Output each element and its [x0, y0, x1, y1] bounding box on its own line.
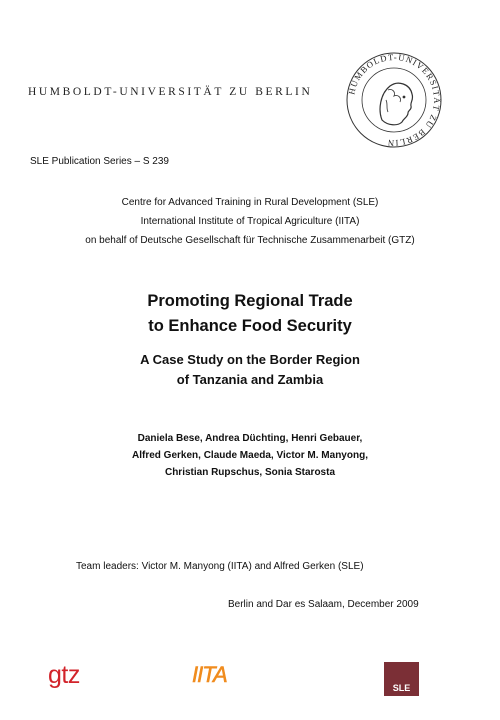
sle-logo	[384, 662, 419, 696]
team-leaders: Team leaders: Victor M. Manyong (IITA) and Alfred Gerken (SLE)	[76, 561, 364, 572]
subtitle-line: of Tanzania and Zambia	[176, 372, 324, 387]
title-line: to Enhance Food Security	[148, 317, 352, 335]
university-seal-icon	[344, 50, 444, 150]
institution-line: Centre for Advanced Training in Rural Development (SLE)	[121, 197, 379, 208]
seal-lettering: HUMBOLDT-UNIVERSITÄT ZU BERLIN	[346, 51, 443, 149]
subtitle-line: A Case Study on the Border Region	[140, 352, 360, 367]
gtz-logo: gtz	[48, 661, 80, 689]
publication-series: SLE Publication Series – S 239	[30, 156, 169, 167]
iita-logo-text: IITA	[192, 662, 227, 687]
institution-line: on behalf of Deutsche Gesellschaft für Technische Zusammenarbeit (GTZ)	[85, 235, 415, 246]
authors-line: Alfred Gerken, Claude Maeda, Victor M. Manyong,	[132, 450, 368, 461]
place-and-date: Berlin and Dar es Salaam, December 2009	[228, 599, 419, 610]
iita-logo	[190, 660, 250, 688]
institutions-block	[0, 193, 500, 250]
sle-logo-text: SLE	[392, 683, 411, 693]
authors-line: Daniela Bese, Andrea Düchting, Henri Gebauer,	[137, 433, 363, 444]
authors-list	[0, 430, 500, 481]
document-subtitle	[0, 350, 500, 390]
title-line: Promoting Regional Trade	[147, 292, 353, 310]
authors-line: Christian Rupschus, Sonia Starosta	[164, 467, 336, 478]
university-name: HUMBOLDT-UNIVERSITÄT ZU BERLIN	[28, 86, 313, 98]
document-title	[0, 289, 500, 339]
institution-line: International Institute of Tropical Agriculture (IITA)	[140, 216, 360, 227]
